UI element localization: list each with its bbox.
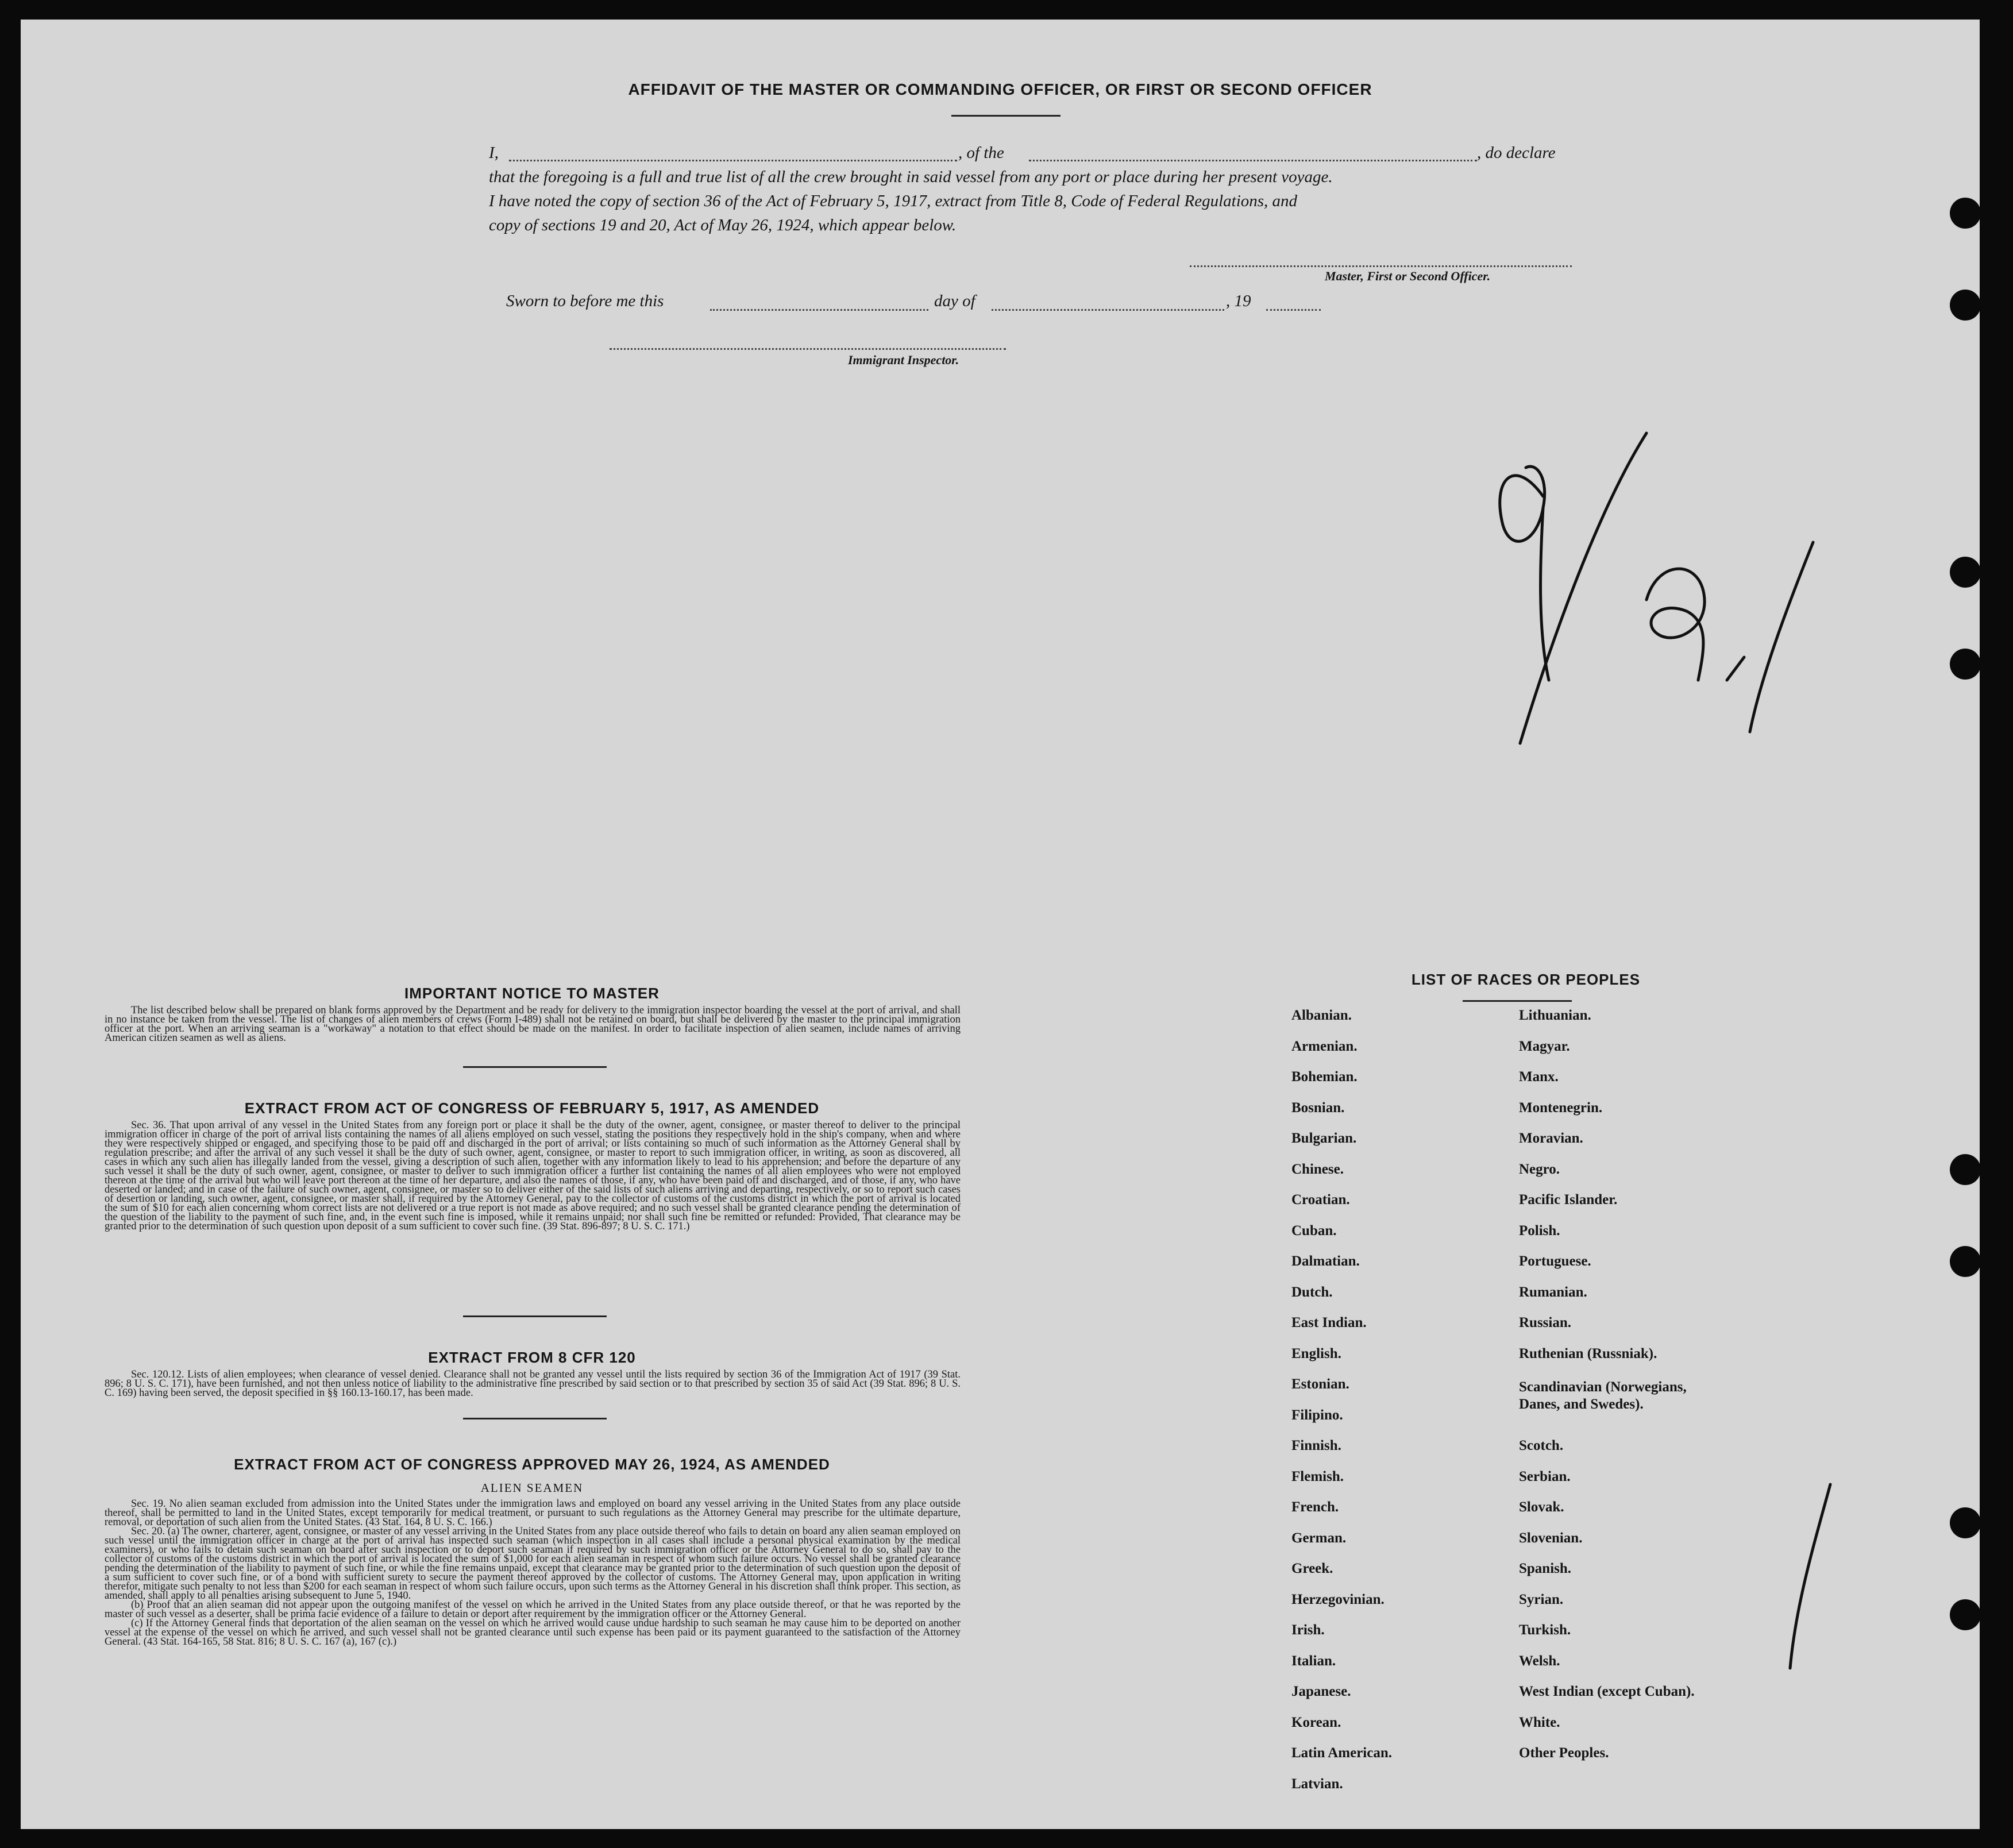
- vessel-blank[interactable]: [1029, 160, 1477, 161]
- sworn-year-blank[interactable]: [1266, 309, 1321, 311]
- race-item: Russian.: [1519, 1315, 1572, 1330]
- race-item: Estonian.: [1291, 1376, 1349, 1392]
- handwritten-date: [1457, 410, 1848, 778]
- affidavit-of-the: , of the: [958, 144, 1004, 162]
- races-title: LIST OF RACES OR PEOPLES: [1411, 971, 1641, 988]
- races-column-2: [1519, 1008, 1709, 1776]
- race-item: Lithuanian.: [1519, 1008, 1591, 1023]
- form-sheet: [21, 20, 1980, 1829]
- binder-hole: [1950, 1246, 1981, 1277]
- binder-hole: [1950, 649, 1981, 680]
- race-item: Turkish.: [1519, 1622, 1571, 1638]
- race-item: Magyar.: [1519, 1038, 1570, 1054]
- race-item: Flemish.: [1291, 1468, 1344, 1484]
- binder-hole: [1950, 1154, 1981, 1185]
- race-item: Manx.: [1519, 1069, 1559, 1085]
- master-signature-blank[interactable]: [1190, 265, 1572, 267]
- race-item: Albanian.: [1291, 1008, 1352, 1023]
- race-item: German.: [1291, 1530, 1347, 1546]
- binder-hole: [1950, 290, 1981, 321]
- extract-1917-rule: [463, 1315, 607, 1317]
- notice-title: IMPORTANT NOTICE TO MASTER: [404, 985, 660, 1002]
- race-item: Scotch.: [1519, 1438, 1564, 1453]
- race-item: Rumanian.: [1519, 1284, 1587, 1300]
- race-item: Welsh.: [1519, 1653, 1560, 1669]
- race-item: Slovenian.: [1519, 1530, 1583, 1546]
- race-item: Other Peoples.: [1519, 1745, 1609, 1761]
- extract-1924-body: [105, 1499, 961, 1646]
- binder-hole: [1950, 198, 1981, 229]
- affidavit-title: AFFIDAVIT OF THE MASTER OR COMMANDING OFFICER, OR FIRST OR SECOND OFFICER: [628, 80, 1372, 98]
- sec-19: Sec. 19. No alien seaman excluded from admission into the United States under the immigration laws and employed on board any vessel arriving in the United States from any place outside thereof, shall be permitted to land in the United States, except temporarily for medical treatment, or pursuant to such regulations as the Attorney General may prescribe for the ultimate departure, removal, or deportation of such alien from the United States. (43 Stat. 164, 8 U. S. C. 166.): [105, 1498, 961, 1528]
- races-rule: [1463, 1000, 1572, 1002]
- race-item: Polish.: [1519, 1222, 1560, 1239]
- sworn-month-blank[interactable]: [992, 309, 1224, 311]
- race-item: Italian.: [1291, 1653, 1336, 1669]
- sworn-before: Sworn to before me this: [506, 292, 664, 310]
- inspector-signature-blank[interactable]: [610, 348, 1006, 350]
- race-item: Bosnian.: [1291, 1099, 1345, 1116]
- race-item: Montenegrin.: [1519, 1099, 1603, 1116]
- title-rule: [951, 115, 1061, 117]
- race-item: Latin American.: [1291, 1745, 1392, 1761]
- affidavit-line-3: I have noted the copy of section 36 of the Act of February 5, 1917, extract from Title 8, Code of Federal Regulations, and: [489, 192, 1298, 210]
- race-item: Pacific Islander.: [1519, 1192, 1618, 1207]
- race-item: Filipino.: [1291, 1407, 1343, 1423]
- race-item: Serbian.: [1519, 1468, 1571, 1484]
- race-item: Dutch.: [1291, 1284, 1333, 1300]
- race-item: Dalmatian.: [1291, 1253, 1360, 1269]
- race-item: Latvian.: [1291, 1776, 1343, 1792]
- race-item: Korean.: [1291, 1714, 1341, 1730]
- race-item: Portuguese.: [1519, 1253, 1591, 1269]
- race-item: Cuban.: [1291, 1222, 1337, 1239]
- affidavit-line-2: that the foregoing is a full and true list of all the crew brought in said vessel from any port or place during her present voyage.: [489, 168, 1333, 186]
- sworn-day-blank[interactable]: [710, 309, 928, 311]
- binder-hole: [1950, 1599, 1981, 1630]
- sec-20b: (b) Proof that an alien seaman did not appear upon the outgoing manifest of the vessel on which he arrived in the United States from any place outside thereof, or that he was reported by the master of such vessel as a deserter, shall be prima facie evidence of a failure to detain or deport after requirement by the immigration officer or the Attorney General.: [105, 1599, 961, 1620]
- race-item: Bohemian.: [1291, 1069, 1358, 1085]
- extract-1917-body: Sec. 36. That upon arrival of any vessel in the United States from any foreign port or place it shall be the duty of the owner, agent, consignee, or master thereof to deliver to the principal immigration officer in charge of the port of arrival lists containing the names of all aliens employed on such vessel, stating the positions they respectively hold in the ship's company, when and where they were respectively shipped or engaged, and specifying those to be paid off and discharged in the port of arrival; or lists containing so much of such information as the Attorney General shall by regulation prescribe; and after the arrival of any such vessel it shall be the duty of such owner, agent, consignee, or master to report to such immigration officer, in writing, as soon as discovered, all cases in which any such alien has illegally landed from the vessel, giving a description of such alien, together with any information likely to lead to his apprehension; and before the departure of any such vessel it shall be the duty of such owner, agent, consignee, or master to deliver to such immigration officer a further list containing the names of all alien employees who were not employed thereon at the time of the arrival but who will leave port thereon at the time of her departure, and also the names of those, if any, who have been paid off and discharged, and of those, if any, who have deserted or landed; and in case of the failure of such owner, agent, consignee, or master so to deliver either of the said lists of such aliens arriving and departing, respectively, or so to report such cases of desertion or landing, such owner, agent, consignee, or master shall, if required by the Attorney General, pay to the collector of customs of the customs district in which the port of arrival is located the sum of $10 for each alien concerning whom correct lists are not delivered or a true report is not made as above required; and no such vessel shall be granted clearance pending the determination of the question of the liability to the payment of such fine, and, in the event such fine is imposed, while it remains unpaid; nor shall such fine be remitted or refunded: Provided, That clearance may be granted prior to the determination of such question upon deposit of a sum sufficient to cover such fine. (39 Stat. 896-897; 8 U. S. C. 171.): [105, 1120, 961, 1232]
- notice-body: The list described below shall be prepared on blank forms approved by the Department and be ready for delivery to the immigration inspector boarding the vessel at the port of arrival, and shall in no instance be taken from the vessel. The list of changes of alien members of crews (Form I-489) shall not be retained on board, but shall be delivered by the master to the principal immigration officer at the port. When an arriving seaman is a "workaway" a notation to that effect should be made on the manifest. In order to facilitate inspection of alien seamen, include names of arriving American citizen seamen as well as aliens.: [105, 1005, 961, 1044]
- year-label: , 19: [1226, 292, 1251, 310]
- race-item: French.: [1291, 1499, 1339, 1515]
- race-item: Bulgarian.: [1291, 1131, 1357, 1146]
- race-item: Chinese.: [1291, 1161, 1344, 1177]
- race-item: Spanish.: [1519, 1561, 1572, 1576]
- day-of: day of: [934, 292, 975, 310]
- affidavit-line-4: copy of sections 19 and 20, Act of May 26, 1924, which appear below.: [489, 216, 957, 234]
- race-item: Syrian.: [1519, 1591, 1564, 1607]
- race-item: Slovak.: [1519, 1499, 1564, 1515]
- sec-20c: (c) If the Attorney General finds that deportation of the alien seaman on the vessel on which he arrived would cause undue hardship to such seaman he may cause him to be deported on another vessel at the expense of the vessel on which he arrived, and such vessel shall not be granted clearance until such expense has been paid or its payment guaranteed to the satisfaction of the Attorney General. (43 Stat. 164-165, 58 Stat. 816; 8 U. S. C. 167 (a), 167 (c).): [105, 1618, 961, 1648]
- inspector-label: Immigrant Inspector.: [848, 353, 959, 367]
- affidavit-i: I,: [489, 144, 499, 162]
- extract-cfr-title: EXTRACT FROM 8 CFR 120: [428, 1349, 636, 1366]
- races-column-1: [1291, 1008, 1392, 1807]
- race-item: Finnish.: [1291, 1438, 1341, 1453]
- race-item: Croatian.: [1291, 1192, 1350, 1207]
- race-item: Moravian.: [1519, 1131, 1583, 1146]
- affidavit-declare: , do declare: [1477, 144, 1556, 162]
- extract-cfr-rule: [463, 1418, 607, 1419]
- race-item: Irish.: [1291, 1622, 1325, 1638]
- name-blank[interactable]: [509, 160, 957, 161]
- master-label: Master, First or Second Officer.: [1325, 269, 1491, 283]
- extract-1917-title: EXTRACT FROM ACT OF CONGRESS OF FEBRUARY 5, 1917, AS AMENDED: [244, 1099, 820, 1117]
- race-item: Scandinavian (Norwegians, Danes, and Swedes).: [1519, 1379, 1687, 1412]
- race-item: English.: [1291, 1345, 1341, 1361]
- race-item: Japanese.: [1291, 1684, 1351, 1699]
- extract-cfr-body: Sec. 120.12. Lists of alien employees; when clearance of vessel denied. Clearance shall not be granted any vessel until the lists required by section 36 of the Immigration Act of 1917 (39 Stat. 896; 8 U. S. C. 171), have been furnished, and not then unless notice of liability to the administrative fine prescribed by said section or to that prescribed by section 35 of said Act (39 Stat. 896; 8 U. S. C. 169) having been served, the deposit specified in §§ 160.13-160.17, has been made.: [105, 1369, 961, 1399]
- race-item: White.: [1519, 1714, 1560, 1730]
- race-item: Ruthenian (Russniak).: [1519, 1345, 1657, 1361]
- alien-seamen-subtitle: ALIEN SEAMEN: [480, 1481, 584, 1495]
- binder-hole: [1950, 1507, 1981, 1538]
- race-item: Negro.: [1519, 1161, 1560, 1177]
- race-item: West Indian (except Cuban).: [1519, 1684, 1695, 1699]
- handwritten-mark: [1750, 1479, 1865, 1685]
- race-item: Herzegovinian.: [1291, 1591, 1385, 1607]
- race-item: East Indian.: [1291, 1315, 1367, 1330]
- notice-rule: [463, 1066, 607, 1068]
- race-item: Armenian.: [1291, 1038, 1358, 1054]
- binder-hole: [1950, 557, 1981, 588]
- sec-20a: Sec. 20. (a) The owner, charterer, agent, consignee, or master of any vessel arriving in the United States from any place outside thereof who fails to detain on board any alien seaman employed on such vessel until the immigration officer in charge at the port of arrival has inspected such seaman (which inspection in all cases shall include a personal physical examination by the medical examiners), or who fails to detain such seaman on board after such inspection or to deport such seaman if required by such immigration officer or the Attorney General to do so, shall pay to the collector of customs of the customs district in which the port of arrival is located the sum of $1,000 for each alien seaman in respect of whom such failure occurs. No vessel shall be granted clearance pending the determination of the liability to payment of such fine, or while the fine remains unpaid, except that clearance may be granted prior to the determination of such question upon the deposit of a sum sufficient to cover such fine, or of a bond with sufficient surety to secure the payment thereof approved by the collector of customs. The Attorney General may, upon application in writing therefor, mitigate such penalty to not less than $200 for each seaman in respect of whom such failure occurs, upon such terms as the Attorney General in his discretion shall think proper. This section, as amended, shall apply to all penalties arising subsequent to June 5, 1940.: [105, 1526, 961, 1602]
- extract-1924-title: EXTRACT FROM ACT OF CONGRESS APPROVED MAY 26, 1924, AS AMENDED: [234, 1456, 830, 1473]
- race-item: Greek.: [1291, 1561, 1333, 1576]
